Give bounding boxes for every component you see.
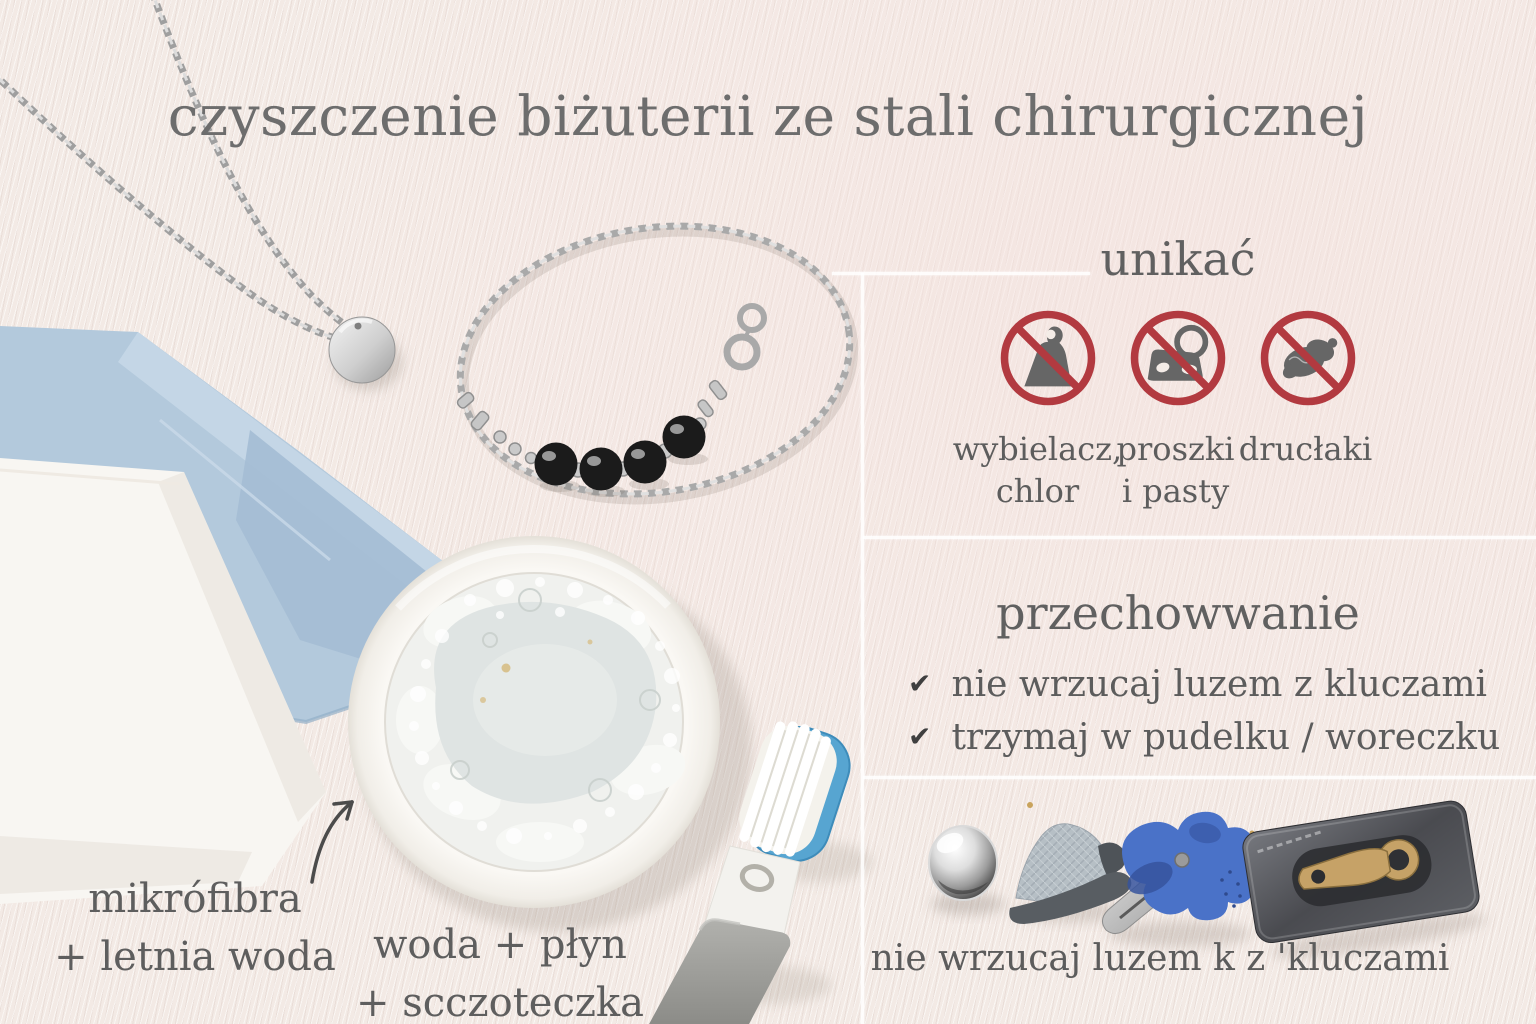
- keys-caption: nie wrzucaj luzem k z 'kluczami: [870, 938, 1450, 979]
- page-title: czyszczenie biżuterii ze stali chirurgicznej: [167, 84, 1369, 148]
- storage-item-text: trzymaj w pudelku / woreczku: [951, 717, 1501, 758]
- bowl-label-line: woda + płyn: [373, 922, 627, 968]
- storage-item-row: [908, 717, 1500, 758]
- storage-keys-divider: [863, 776, 1536, 779]
- no-powder-icon: [1126, 306, 1230, 410]
- avoid-storage-divider: [863, 536, 1536, 539]
- check-icon: ✔: [908, 667, 932, 700]
- bowl-label: [325, 916, 675, 1024]
- no-bleach-icon: [996, 306, 1100, 410]
- storage-section-title: przechowwanie: [996, 586, 1360, 640]
- no-steel-wool-icon: [1256, 306, 1360, 410]
- avoid-label-line: wybielacz,: [952, 430, 1123, 468]
- avoid-label-line: i pasty: [1121, 472, 1230, 511]
- storage-item-row: [908, 664, 1487, 705]
- storage-item-text: nie wrzucaj luzem z kluczami: [951, 664, 1488, 705]
- avoid-label-line: proszki: [1116, 430, 1235, 468]
- prohibition-icons-row: [853, 306, 1503, 410]
- microfiber-label: [20, 870, 370, 986]
- black-bead-bracelet: [441, 199, 873, 527]
- microfiber-label-line: mikrófibra: [88, 876, 302, 922]
- black-beads: [535, 416, 709, 498]
- chrome-button: [929, 826, 1005, 915]
- avoid-label-line: drucłaki: [1238, 430, 1373, 468]
- bowl-with-soapy-water: [348, 536, 752, 932]
- avoid-section-title: unikać: [1100, 232, 1256, 286]
- avoid-label-line: chlor: [995, 472, 1080, 511]
- check-icon: ✔: [908, 720, 932, 753]
- bowl-label-line: + scczoteczka: [355, 980, 645, 1024]
- microfiber-label-line: + letnia woda: [54, 934, 336, 980]
- clasp: [727, 306, 764, 367]
- disc-pendant: [329, 317, 402, 390]
- avoid-label-steel-wool: [1213, 428, 1398, 470]
